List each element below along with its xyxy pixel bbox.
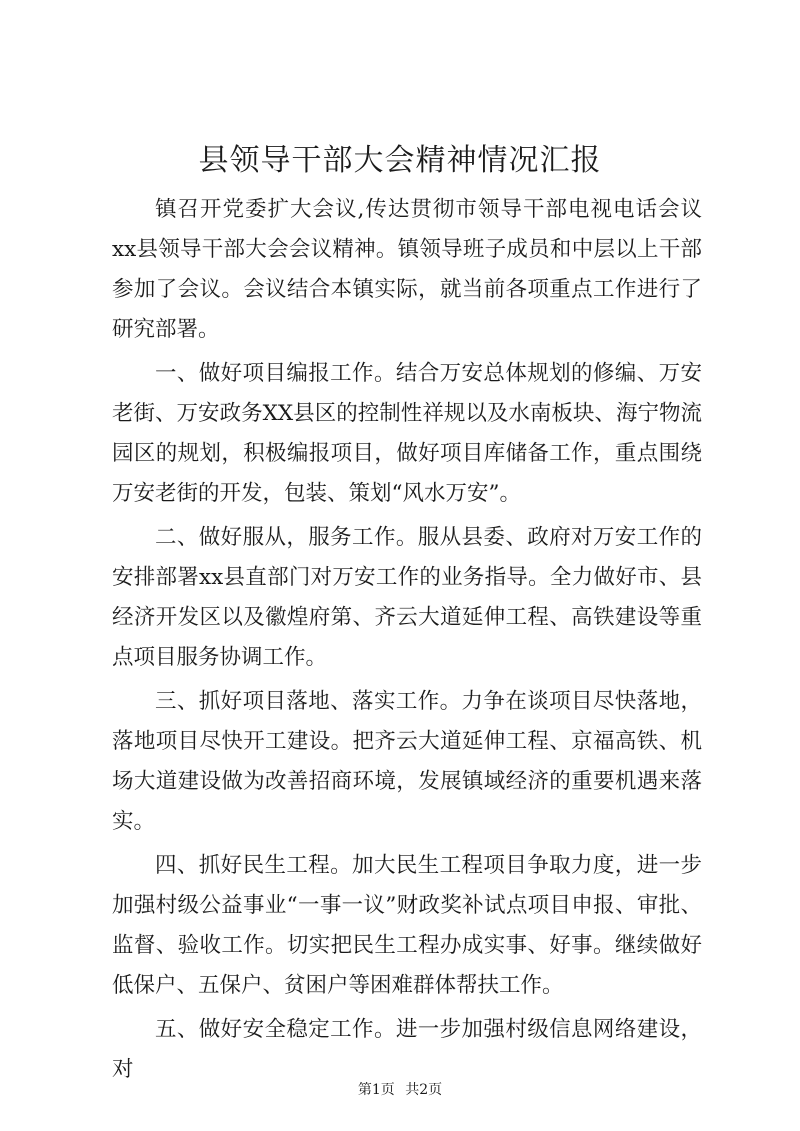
paragraph-item-2: 二、做好服从，服务工作。服从县委、政府对万安工作的安排部署xx县直部门对万安工作的业务指导。全力做好市、县经济开发区以及徽煌府第、齐云大道延伸工程、高铁建设等重点项目服务协调工作。 [112, 525, 702, 670]
paragraph-item-4: 四、抓好民生工程。加大民生工程项目争取力度，进一步加强村级公益事业“一事一议”财政奖补试点项目申报、审批、监督、验收工作。切实把民生工程办成实事、好事。继续做好低保户、五保户、贫困户等困难群体帮扶工作。 [112, 853, 702, 998]
page-total: 共2页 [405, 1082, 443, 1098]
page-footer [0, 1080, 800, 1100]
paragraph-item-5: 五、做好安全稳定工作。进一步加强村级信息网络建设，对 [112, 1017, 702, 1082]
paragraph-item-3: 三、抓好项目落地、落实工作。力争在谈项目尽快落地，落地项目尽快开工建设。把齐云大道延伸工程、京福高铁、机场大道建设做为改善招商环境，发展镇域经济的重要机遇来落实。 [112, 689, 702, 834]
document-title: 县领导干部大会精神情况汇报 [198, 143, 602, 178]
paragraph-item-1: 一、做好项目编报工作。结合万安总体规划的修编、万安老街、万安政务XX县区的控制性祥规以及水南板块、海宁物流园区的规划，积极编报项目，做好项目库储备工作，重点围绕万安老街的开发，包装、策划“风水万安”。 [112, 361, 702, 506]
page-number: 第1页 [357, 1082, 395, 1098]
document-body [112, 190, 702, 1090]
paragraph-intro: 镇召开党委扩大会议,传达贯彻市领导干部电视电话会议xx县领导干部大会会议精神。镇领导班子成员和中层以上干部参加了会议。会议结合本镇实际，就当前各项重点工作进行了研究部署。 [112, 197, 702, 342]
